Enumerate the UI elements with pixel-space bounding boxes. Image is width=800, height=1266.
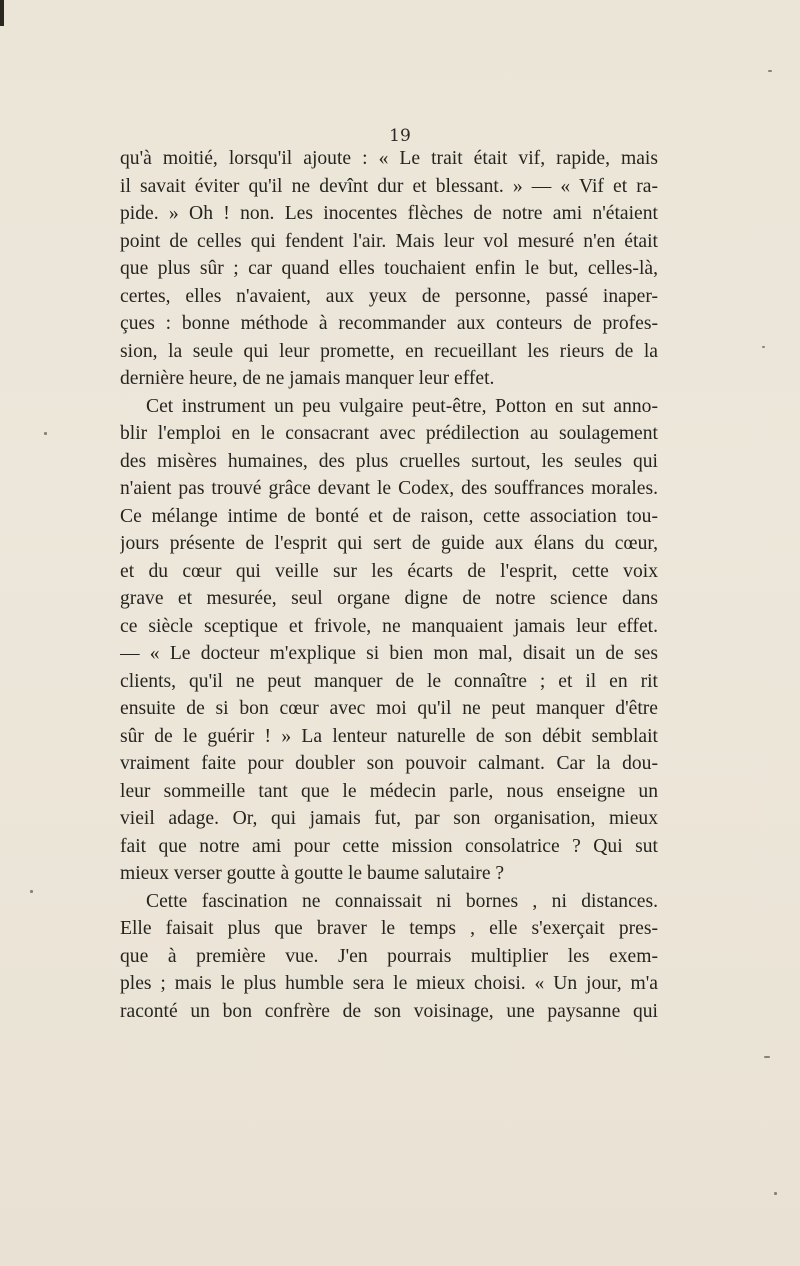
text-line: Cet instrument un peu vulgaire peut-être, Potton en sut anno-: [146, 395, 658, 417]
text-line: ples ; mais le plus humble sera le mieux choisi. « Un jour, m'a: [120, 973, 658, 994]
text-line: que plus sûr ; car quand elles touchaient enfin le but, celles-là,: [120, 258, 658, 279]
text-line: des misères humaines, des plus cruelles surtout, les seules qui: [120, 450, 658, 472]
paper-speck: [30, 890, 33, 893]
text-line: il savait éviter qu'il ne devînt dur et blessant. » — « Vif et ra-: [120, 175, 658, 197]
text-line: Ce mélange intime de bonté et de raison, cette association tou-: [120, 505, 658, 527]
paper-speck: [762, 346, 765, 348]
text-line: leur sommeille tant que le médecin parle, nous enseigne un: [120, 780, 658, 802]
text-line: clients, qu'il ne peut manquer de le connaître ; et il en rit: [120, 670, 658, 692]
text-line: mieux verser goutte à goutte le baume salutaire ?: [120, 863, 505, 884]
text-line: Elle faisait plus que braver le temps , elle s'exerçait pres-: [120, 918, 658, 939]
text-line: pide. » Oh ! non. Les inocentes flèches de notre ami n'étaient: [120, 203, 658, 224]
body-text: [120, 145, 658, 1025]
text-line: sion, la seule qui leur promette, en recueillant les rieurs de la: [120, 340, 658, 362]
text-line: certes, elles n'avaient, aux yeux de personne, passé inaper-: [120, 285, 658, 307]
text-line: — « Le docteur m'explique si bien mon mal, disait un de ses: [120, 643, 658, 664]
text-line: blir l'emploi en le consacrant avec prédilection au soulagement: [120, 423, 658, 444]
text-line: ensuite de si bon cœur avec moi qu'il ne peut manquer d'être: [120, 698, 658, 719]
text-line: sûr de le guérir ! » La lenteur naturelle de son débit semblait: [120, 725, 658, 747]
page-edge-mark: [0, 0, 4, 26]
text-line: jours présente de l'esprit qui sert de guide aux élans du cœur,: [120, 533, 658, 554]
text-line: vraiment faite pour doubler son pouvoir calmant. Car la dou-: [120, 753, 658, 774]
text-line: grave et mesurée, seul organe digne de notre science dans: [120, 588, 658, 609]
text-line: que à première vue. J'en pourrais multiplier les exem-: [120, 945, 658, 967]
text-line: ce siècle sceptique et frivole, ne manquaient jamais leur effet.: [120, 615, 658, 637]
text-line: dernière heure, de ne jamais manquer leur effet.: [120, 368, 495, 389]
text-line: raconté un bon confrère de son voisinage, une paysanne qui: [120, 1000, 658, 1022]
paper-speck: [774, 1192, 777, 1195]
text-line: Cette fascination ne connaissait ni bornes , ni distances.: [146, 890, 658, 912]
paper-speck: [44, 432, 47, 435]
page-number: 19: [389, 126, 411, 146]
paper-speck: [764, 1056, 770, 1058]
text-line: vieil adage. Or, qui jamais fut, par son organisation, mieux: [120, 808, 658, 829]
text-line: point de celles qui fendent l'air. Mais leur vol mesuré n'en était: [120, 230, 658, 252]
text-line: fait que notre ami pour cette mission consolatrice ? Qui sut: [120, 835, 658, 857]
text-line: n'aient pas trouvé grâce devant le Codex, des souffrances morales.: [120, 478, 658, 499]
text-line: çues : bonne méthode à recommander aux conteurs de profes-: [120, 313, 658, 334]
paper-speck: [768, 70, 772, 72]
text-line: qu'à moitié, lorsqu'il ajoute : « Le trait était vif, rapide, mais: [120, 148, 658, 169]
text-line: et du cœur qui veille sur les écarts de l'esprit, cette voix: [120, 560, 658, 582]
